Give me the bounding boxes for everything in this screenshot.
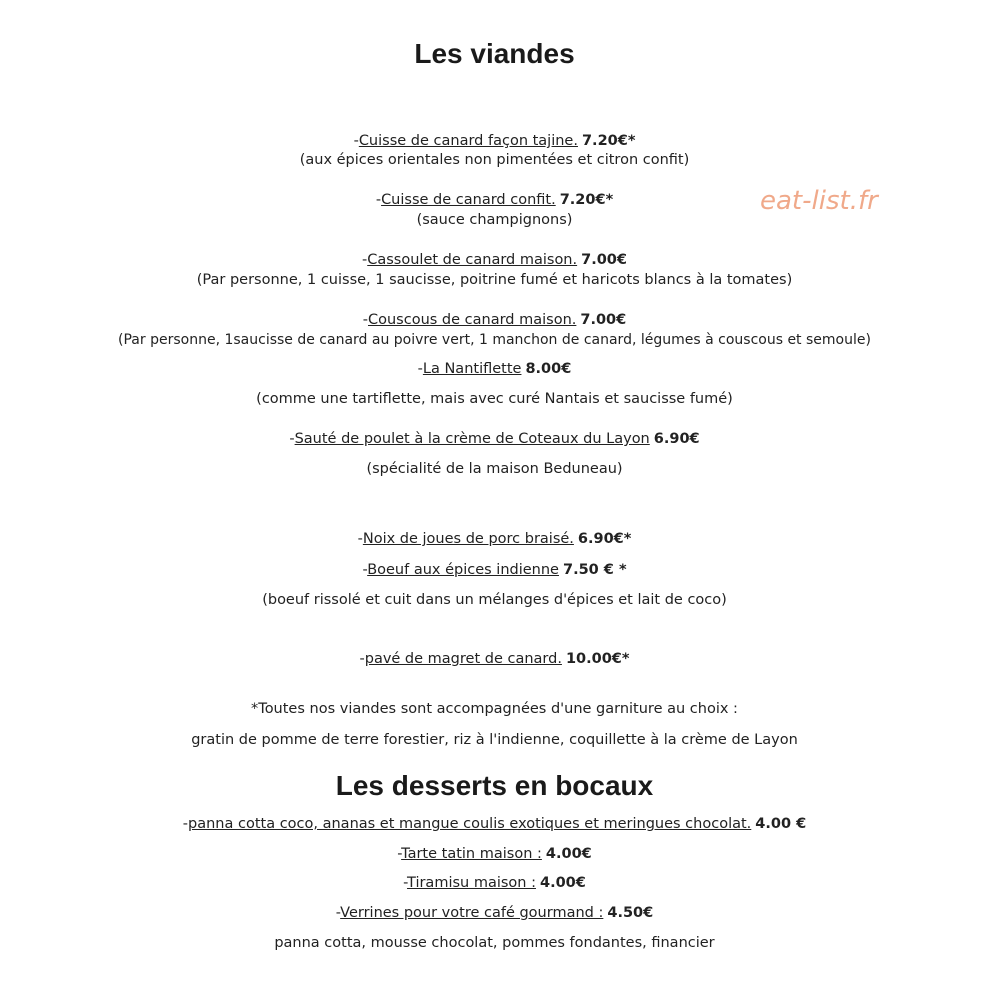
dish-price: 4.00€ — [545, 846, 592, 862]
item-prefix: - — [362, 252, 368, 268]
dish-price: 7.20€* — [559, 192, 614, 208]
menu-item-cassoulet — [0, 251, 989, 269]
item-prefix: - — [375, 192, 382, 208]
dish-price: 7.20€* — [581, 133, 636, 149]
item-prefix: - — [353, 133, 359, 149]
dish-name: Verrines pour votre café gourmand : — [340, 905, 604, 921]
dish-name: Tiramisu maison : — [407, 875, 536, 891]
garniture-note: *Toutes nos viandes sont accompagnées d'une garniture au choix : — [251, 701, 738, 717]
dish-name: panna cotta coco, ananas et mangue coulis exotiques et meringues chocolat. — [188, 816, 752, 832]
dish-name: pavé de magret de canard. — [364, 651, 562, 667]
dish-price: 7.00€ — [580, 312, 627, 328]
item-prefix: - — [403, 875, 408, 891]
dish-price: 7.00€ — [581, 252, 627, 268]
dish-description: (Par personne, 1saucisse de canard au poivre vert, 1 manchon de canard, légumes à couscous et semoule) — [118, 332, 871, 348]
dessert-item-panna-cotta — [0, 815, 989, 833]
viandes-title: Les viandes — [414, 38, 575, 69]
dish-description: (comme une tartiflette, mais avec curé Nantais et saucisse fumé) — [256, 391, 733, 407]
item-prefix: - — [335, 905, 341, 921]
menu-item-magret — [0, 650, 989, 668]
menu-item-cuisse-tajine — [0, 132, 989, 150]
dish-price: 4.50€ — [607, 905, 654, 921]
item-prefix: - — [182, 816, 189, 832]
item-prefix: - — [357, 531, 363, 547]
dish-description: (boeuf rissolé et cuit dans un mélanges d'épices et lait de coco) — [262, 592, 727, 608]
dish-name: Couscous de canard maison. — [367, 312, 577, 328]
desserts-title: Les desserts en bocaux — [335, 770, 654, 801]
dish-name: Cuisse de canard façon tajine. — [358, 133, 578, 149]
menu-item-cuisse-confit — [0, 191, 989, 209]
dish-name: Cuisse de canard confit. — [381, 192, 556, 208]
dish-price: 4.00€ — [539, 875, 586, 891]
dish-description: (aux épices orientales non pimentées et citron confit) — [299, 152, 690, 168]
item-prefix: - — [417, 361, 423, 377]
item-prefix: - — [359, 651, 365, 667]
dish-price: 7.50 € * — [562, 562, 627, 578]
dish-name: Cassoulet de canard maison. — [367, 252, 578, 268]
dessert-item-tiramisu — [0, 874, 989, 892]
item-prefix: - — [397, 846, 402, 862]
menu-item-couscous — [0, 311, 989, 329]
menu-item-joues-porc — [0, 530, 989, 548]
dish-description: (sauce champignons) — [416, 212, 573, 228]
dish-name: La Nantiflette — [422, 361, 522, 377]
item-prefix: - — [289, 431, 295, 447]
menu-item-saute-poulet — [0, 430, 989, 448]
dessert-description: panna cotta, mousse chocolat, pommes fondantes, financier — [274, 935, 715, 951]
dish-name: Tarte tatin maison : — [401, 846, 542, 862]
dish-price: 6.90€ — [653, 431, 700, 447]
dessert-item-verrines — [0, 904, 989, 922]
dish-price: 6.90€* — [577, 531, 632, 547]
dish-name: Noix de joues de porc braisé. — [362, 531, 574, 547]
watermark: eat-list.fr — [760, 186, 878, 216]
dish-description: (Par personne, 1 cuisse, 1 saucisse, poitrine fumé et haricots blancs à la tomates) — [196, 272, 793, 288]
dish-price: 4.00 € — [755, 816, 807, 832]
menu-item-nantiflette — [0, 360, 989, 378]
dessert-item-tarte-tatin — [0, 845, 989, 863]
menu-item-boeuf-epices — [0, 561, 989, 579]
item-prefix: - — [362, 312, 368, 328]
garniture-options: gratin de pomme de terre forestier, riz à l'indienne, coquillette à la crème de Layon — [191, 732, 798, 748]
dish-name: Sauté de poulet à la crème de Coteaux du Layon — [294, 431, 650, 447]
item-prefix: - — [362, 562, 368, 578]
dish-price: 10.00€* — [565, 651, 630, 667]
dish-price: 8.00€ — [525, 361, 572, 377]
dish-description: (spécialité de la maison Beduneau) — [366, 461, 623, 477]
dish-name: Boeuf aux épices indienne — [367, 562, 559, 578]
